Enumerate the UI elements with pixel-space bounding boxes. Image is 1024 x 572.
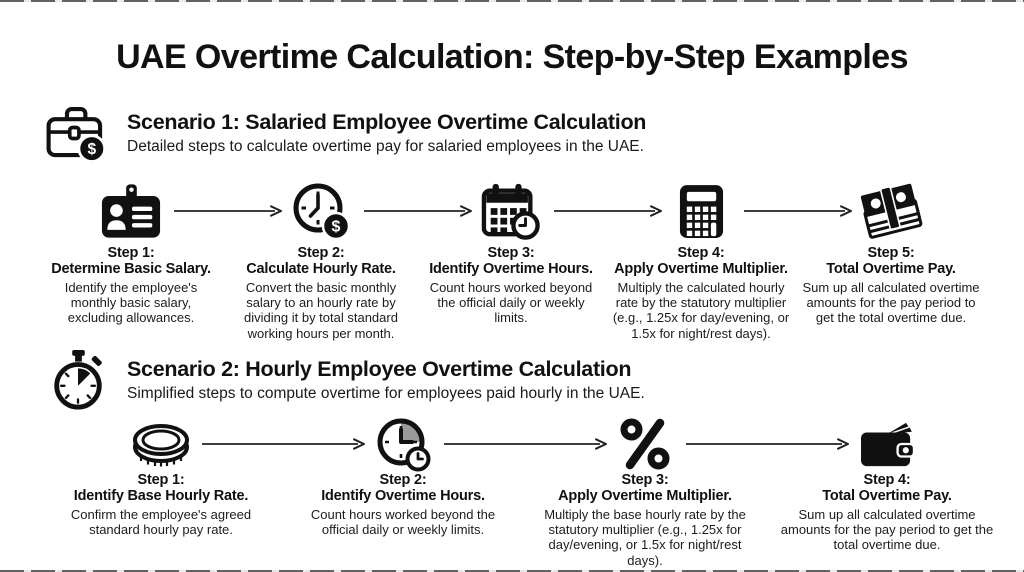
step-title: Identify Base Hourly Rate. [73,487,249,504]
step-description: Multiply the base hourly rate by the statutory multiplier (e.g., 1.25x for day/evening, or 1.5x for night/rest days). [544,507,746,568]
page-title: UAE Overtime Calculation: Step-by-Step Examples [116,38,908,76]
top-border-line [0,0,1024,2]
step-label: Step 2: [379,472,427,488]
step [282,418,524,537]
step [766,418,1008,553]
scenario-2-title: Scenario 2: Hourly Employee Overtime Calculation [127,357,632,381]
scenario-1-title: Scenario 1: Salaried Employee Overtime Calculation [127,110,647,134]
step-title: Apply Overtime Multiplier. [558,487,732,504]
briefcase-dollar-icon [44,100,112,166]
step-label: Step 5: [867,245,915,261]
step-title: Total Overtime Pay. [822,487,952,504]
scenario-1-subtitle: Detailed steps to calculate overtime pay for salaried employees in the UAE. [127,138,644,155]
step-description: Sum up all calculated overtime amounts for the pay period to get the total overtime due. [802,280,980,326]
scenario-1-header [44,100,646,166]
calculator-icon [678,180,725,242]
step-description: Multiply the calculated hourly rate by the statutory multiplier (e.g., 1.25x for day/evening, or 1.5x for night/rest days). [612,280,790,341]
step-label: Step 1: [107,245,155,261]
step-label: Step 2: [297,245,345,261]
id-card-icon [100,180,162,242]
percent-icon [619,418,671,470]
step-title: Apply Overtime Multiplier. [614,260,788,277]
step [796,180,986,326]
calendar-clock-icon [480,180,542,242]
step-label: Step 4: [863,472,911,488]
step-label: Step 3: [621,472,669,488]
step-description: Count hours worked beyond the official daily or weekly limits. [310,507,496,538]
money-stack-icon [856,180,926,242]
coin-icon [130,418,192,470]
wallet-icon [857,418,917,470]
step-description: Sum up all calculated overtime amounts for the pay period to get the total overtime due. [780,507,994,553]
stopwatch-icon [44,348,112,412]
step [36,180,226,326]
scenario-2-header [44,348,645,412]
step-label: Step 4: [677,245,725,261]
scenario-2-steps-row [40,418,1008,568]
clock-dollar-icon [291,180,351,242]
scenario-1-steps-row [36,180,988,340]
svg-text:$: $ [331,218,341,236]
clock-badge-icon [374,418,432,470]
step-description: Identify the employee's monthly basic salary, excluding allowances. [64,280,198,326]
step-title: Calculate Hourly Rate. [246,260,396,277]
step-label: Step 3: [487,245,535,261]
step-title: Identify Overtime Hours. [321,487,485,504]
step [40,418,282,537]
step-description: Count hours worked beyond the official daily or weekly limits. [429,280,593,326]
step-label: Step 1: [137,472,185,488]
step-description: Confirm the employee's agreed standard hourly pay rate. [70,507,252,538]
step-title: Identify Overtime Hours. [429,260,593,277]
scenario-2-subtitle: Simplified steps to compute overtime for employees paid hourly in the UAE. [127,385,645,402]
step-title: Determine Basic Salary. [51,260,211,277]
step-title: Total Overtime Pay. [826,260,956,277]
svg-text:$: $ [87,141,97,159]
step [416,180,606,326]
step-description: Convert the basic monthly salary to an hourly rate by dividing it by total standard working hours per month. [244,280,398,341]
